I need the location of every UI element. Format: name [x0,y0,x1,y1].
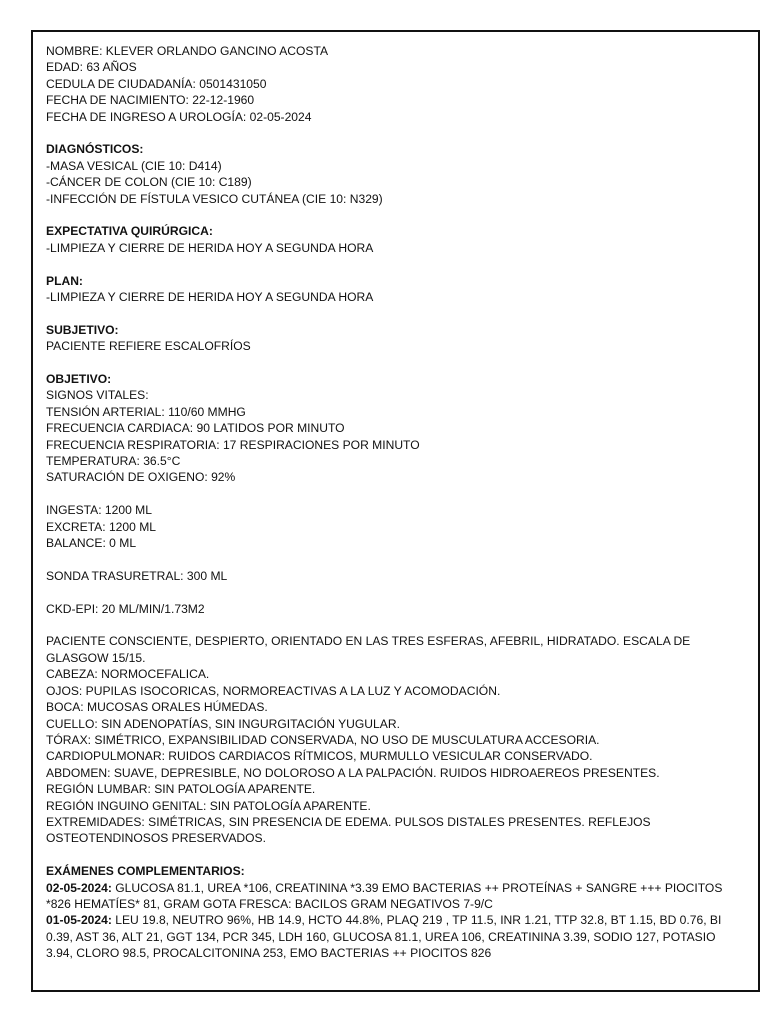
vitals-title: SIGNOS VITALES: [46,388,149,403]
objective-heading: OBJETIVO: [46,372,112,387]
plan-heading: PLAN: [46,273,83,288]
vital-blood-pressure: TENSIÓN ARTERIAL: 110/60 MMHG [46,404,246,419]
spacer [46,584,728,600]
exam-general: PACIENTE CONSCIENTE, DESPIERTO, ORIENTADO EN LAS TRES ESFERAS, AFEBRIL, HIDRATADO. ESCALA DE GLASGOW 15/15. [46,634,691,665]
spacer [46,305,728,321]
objective-section [46,371,728,847]
labs-section [46,863,728,961]
exam-cardiopulmonary: CARDIOPULMONAR: RUIDOS CARDIACOS RÍTMICOS, MURMULLO VESICULAR CONSERVADO. [46,749,593,764]
exam-eyes: OJOS: PUPILAS ISOCORICAS, NORMOREACTIVAS A LA LUZ Y ACOMODACIÓN. [46,683,501,698]
admission-date: FECHA DE INGRESO A UROLOGÍA: 02-05-2024 [46,109,312,124]
exam-thorax: TÓRAX: SIMÉTRICO, EXPANSIBILIDAD CONSERVADA, NO USO DE MUSCULATURA ACCESORIA. [46,732,600,747]
exam-lumbar: REGIÓN LUMBAR: SIN PATOLOGÍA APARENTE. [46,782,316,797]
fluid-intake: INGESTA: 1200 ML [46,503,152,518]
patient-name: NOMBRE: KLEVER ORLANDO GANCINO ACOSTA [46,44,329,58]
patient-info [46,43,728,125]
patient-birthdate: FECHA DE NACIMIENTO: 22-12-1960 [46,93,255,108]
diagnoses-section [46,141,728,207]
fluid-output: EXCRETA: 1200 ML [46,519,157,534]
exam-abdomen: ABDOMEN: SUAVE, DEPRESIBLE, NO DOLOROSO A LA PALPACIÓN. RUIDOS HIDROAEREOS PRESENTES. [46,765,660,780]
vital-temperature: TEMPERATURA: 36.5°C [46,454,181,469]
lab-date: 02-05-2024: [46,880,112,895]
fluid-balance: BALANCE: 0 ML [46,536,137,551]
diagnosis-item: -INFECCIÓN DE FÍSTULA VESICO CUTÁNEA (CIE 10: N329) [46,191,383,206]
plan-section [46,273,728,306]
clinical-note [46,43,728,962]
lab-results: LEU 19.8, NEUTRO 96%, HB 14.9, HCTO 44.8%, PLAQ 219 , TP 11.5, INR 1.21, TTP 32.8, BT 1.15, BD 0.76, BI 0.39, AST 36, ALT 21, GGT 134, PCR 345, LDH 160, GLUCOSA 81.1, UREA 106, CREATININA 3.39, SODIO 127, POTASIO 3.94, CLORO 98.5, PROCALCITONINA 253, EMO BACTERIAS ++ PIOCITOS 826 [46,913,722,961]
vital-oxygen-saturation: SATURACIÓN DE OXIGENO: 92% [46,470,236,485]
exam-inguinal: REGIÓN INGUINO GENITAL: SIN PATOLOGÍA APARENTE. [46,798,371,813]
plan-text: -LIMPIEZA Y CIERRE DE HERIDA HOY A SEGUNDA HORA [46,290,374,305]
subjective-text: PACIENTE REFIERE ESCALOFRÍOS [46,339,251,354]
lab-date: 01-05-2024: [46,913,112,928]
patient-age: EDAD: 63 AÑOS [46,60,137,75]
exam-head: CABEZA: NORMOCEFALICA. [46,667,210,682]
vital-heart-rate: FRECUENCIA CARDIACA: 90 LATIDOS POR MINUTO [46,421,345,436]
exam-mouth: BOCA: MUCOSAS ORALES HÚMEDAS. [46,700,268,715]
spacer [46,847,728,863]
surgical-expectation-section [46,223,728,256]
diagnosis-item: -CÁNCER DE COLON (CIE 10: C189) [46,175,252,190]
diagnoses-heading: DIAGNÓSTICOS: [46,142,144,157]
subjective-section [46,322,728,355]
labs-heading: EXÁMENES COMPLEMENTARIOS: [46,864,245,879]
diagnosis-item: -MASA VESICAL (CIE 10: D414) [46,158,222,173]
lab-results: GLUCOSA 81.1, UREA *106, CREATININA *3.39 EMO BACTERIAS ++ PROTEÍNAS + SANGRE +++ PIOCITOS *826 HEMATÍES* 81, GRAM GOTA FRESCA: BACILOS GRAM NEGATIVOS 7-9/C [46,880,723,911]
subjective-heading: SUBJETIVO: [46,322,119,337]
spacer [46,617,728,633]
exam-neck: CUELLO: SIN ADENOPATÍAS, SIN INGURGITACIÓN YUGULAR. [46,716,400,731]
spacer [46,355,728,371]
exam-extremities: EXTREMIDADES: SIMÉTRICAS, SIN PRESENCIA DE EDEMA. PULSOS DISTALES PRESENTES. REFLEJOS OSTEOTENDINOSOS PRESERVADOS. [46,814,651,846]
surgical-text: -LIMPIEZA Y CIERRE DE HERIDA HOY A SEGUNDA HORA [46,240,374,255]
lab-entry [46,912,728,961]
patient-id: CEDULA DE CIUDADANÍA: 0501431050 [46,76,267,91]
spacer [46,207,728,223]
urinary-catheter: SONDA TRASURETRAL: 300 ML [46,568,228,583]
surgical-heading: EXPECTATIVA QUIRÚRGICA: [46,224,213,239]
spacer [46,125,728,141]
spacer [46,486,728,502]
spacer [46,552,728,568]
lab-entry [46,880,728,913]
ckd-epi: CKD-EPI: 20 ML/MIN/1.73M2 [46,601,205,616]
spacer [46,256,728,272]
vital-respiratory-rate: FRECUENCIA RESPIRATORIA: 17 RESPIRACIONES POR MINUTO [46,437,420,452]
